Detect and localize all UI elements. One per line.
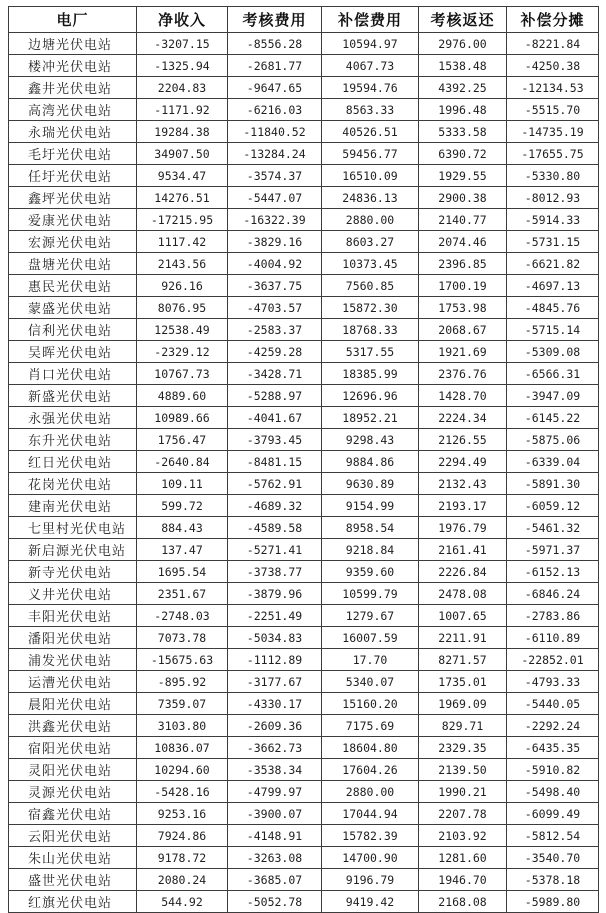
value-cell: -2292.24	[507, 715, 599, 737]
value-cell: 2376.76	[419, 363, 507, 385]
value-cell: 7359.07	[137, 693, 228, 715]
value-cell: 1946.70	[419, 869, 507, 891]
value-cell: -4259.28	[228, 341, 322, 363]
column-header-1: 电厂	[9, 7, 137, 33]
value-cell: -6110.89	[507, 627, 599, 649]
table-row	[9, 781, 599, 803]
value-cell: 829.71	[419, 715, 507, 737]
value-cell: -5309.08	[507, 341, 599, 363]
table-row	[9, 451, 599, 473]
value-cell: 10767.73	[137, 363, 228, 385]
value-cell: 2329.35	[419, 737, 507, 759]
value-cell: -4041.67	[228, 407, 322, 429]
value-cell: 1929.55	[419, 165, 507, 187]
value-cell: -2251.49	[228, 605, 322, 627]
value-cell: -9647.65	[228, 77, 322, 99]
value-cell: 7560.85	[322, 275, 419, 297]
table-row	[9, 627, 599, 649]
value-cell: -5330.80	[507, 165, 599, 187]
value-cell: 2132.43	[419, 473, 507, 495]
table-row	[9, 429, 599, 451]
plant-name-cell: 盛世光伏电站	[9, 869, 137, 891]
value-cell: 5317.55	[322, 341, 419, 363]
header-row	[9, 7, 599, 33]
value-cell: 4889.60	[137, 385, 228, 407]
value-cell: 1279.67	[322, 605, 419, 627]
value-cell: 7175.69	[322, 715, 419, 737]
value-cell: -3540.70	[507, 847, 599, 869]
plant-name-cell: 新寺光伏电站	[9, 561, 137, 583]
plant-name-cell: 吴晖光伏电站	[9, 341, 137, 363]
value-cell: 109.11	[137, 473, 228, 495]
value-cell: 884.43	[137, 517, 228, 539]
value-cell: 8958.54	[322, 517, 419, 539]
value-cell: 2193.17	[419, 495, 507, 517]
value-cell: 2478.08	[419, 583, 507, 605]
value-cell: 19594.76	[322, 77, 419, 99]
value-cell: -22852.01	[507, 649, 599, 671]
value-cell: 4392.25	[419, 77, 507, 99]
value-cell: 9253.16	[137, 803, 228, 825]
table-row	[9, 605, 599, 627]
value-cell: 6390.72	[419, 143, 507, 165]
value-cell: 1428.70	[419, 385, 507, 407]
value-cell: -5034.83	[228, 627, 322, 649]
plant-name-cell: 惠民光伏电站	[9, 275, 137, 297]
value-cell: -6846.24	[507, 583, 599, 605]
value-cell: -5891.30	[507, 473, 599, 495]
plant-name-cell: 灵阳光伏电站	[9, 759, 137, 781]
value-cell: 14276.51	[137, 187, 228, 209]
value-cell: 9298.43	[322, 429, 419, 451]
plant-name-cell: 鑫井光伏电站	[9, 77, 137, 99]
value-cell: -2681.77	[228, 55, 322, 77]
value-cell: -8012.93	[507, 187, 599, 209]
value-cell: -1325.94	[137, 55, 228, 77]
value-cell: 2396.85	[419, 253, 507, 275]
value-cell: 12696.96	[322, 385, 419, 407]
value-cell: 1756.47	[137, 429, 228, 451]
value-cell: 15872.30	[322, 297, 419, 319]
value-cell: 1976.79	[419, 517, 507, 539]
value-cell: -5910.82	[507, 759, 599, 781]
value-cell: 9630.89	[322, 473, 419, 495]
plant-name-cell: 红旗光伏电站	[9, 891, 137, 913]
value-cell: -4793.33	[507, 671, 599, 693]
value-cell: 5340.07	[322, 671, 419, 693]
value-cell: -8556.28	[228, 33, 322, 55]
value-cell: 15160.20	[322, 693, 419, 715]
value-cell: -5731.15	[507, 231, 599, 253]
value-cell: -3428.71	[228, 363, 322, 385]
plant-name-cell: 朱山光伏电站	[9, 847, 137, 869]
plant-name-cell: 毛圩光伏电站	[9, 143, 137, 165]
value-cell: 2140.77	[419, 209, 507, 231]
value-cell: -4845.76	[507, 297, 599, 319]
plant-name-cell: 浦发光伏电站	[9, 649, 137, 671]
plant-name-cell: 楼冲光伏电站	[9, 55, 137, 77]
value-cell: 1117.42	[137, 231, 228, 253]
value-cell: -5971.37	[507, 539, 599, 561]
table-row	[9, 583, 599, 605]
value-cell: -5428.16	[137, 781, 228, 803]
value-cell: 1990.21	[419, 781, 507, 803]
column-header-2: 净收入	[137, 7, 228, 33]
value-cell: -2609.36	[228, 715, 322, 737]
value-cell: -3207.15	[137, 33, 228, 55]
column-header-3: 考核费用	[228, 7, 322, 33]
plant-name-cell: 鑫坪光伏电站	[9, 187, 137, 209]
value-cell: -3263.08	[228, 847, 322, 869]
value-cell: 15782.39	[322, 825, 419, 847]
value-cell: -8221.84	[507, 33, 599, 55]
value-cell: -5378.18	[507, 869, 599, 891]
value-cell: -4004.92	[228, 253, 322, 275]
plant-name-cell: 永瑞光伏电站	[9, 121, 137, 143]
value-cell: -895.92	[137, 671, 228, 693]
value-cell: 9359.60	[322, 561, 419, 583]
table-row	[9, 165, 599, 187]
value-cell: -3637.75	[228, 275, 322, 297]
value-cell: -5461.32	[507, 517, 599, 539]
value-cell: 9218.84	[322, 539, 419, 561]
value-cell: 9419.42	[322, 891, 419, 913]
value-cell: 18952.21	[322, 407, 419, 429]
value-cell: -4148.91	[228, 825, 322, 847]
value-cell: 2226.84	[419, 561, 507, 583]
value-cell: 9154.99	[322, 495, 419, 517]
value-cell: -3738.77	[228, 561, 322, 583]
value-cell: -17215.95	[137, 209, 228, 231]
value-cell: -6566.31	[507, 363, 599, 385]
value-cell: 7924.86	[137, 825, 228, 847]
value-cell: 16007.59	[322, 627, 419, 649]
value-cell: -3538.34	[228, 759, 322, 781]
value-cell: 2168.08	[419, 891, 507, 913]
value-cell: 14700.90	[322, 847, 419, 869]
value-cell: 1281.60	[419, 847, 507, 869]
value-cell: -15675.63	[137, 649, 228, 671]
value-cell: -3177.67	[228, 671, 322, 693]
value-cell: 7073.78	[137, 627, 228, 649]
value-cell: -4697.13	[507, 275, 599, 297]
value-cell: 2139.50	[419, 759, 507, 781]
value-cell: -1112.89	[228, 649, 322, 671]
value-cell: -8481.15	[228, 451, 322, 473]
value-cell: 2080.24	[137, 869, 228, 891]
table-row	[9, 363, 599, 385]
value-cell: 9534.47	[137, 165, 228, 187]
plant-name-cell: 信利光伏电站	[9, 319, 137, 341]
table-row	[9, 473, 599, 495]
value-cell: 12538.49	[137, 319, 228, 341]
value-cell: 16510.09	[322, 165, 419, 187]
plant-name-cell: 红日光伏电站	[9, 451, 137, 473]
plant-name-cell: 边塘光伏电站	[9, 33, 137, 55]
plant-name-cell: 新盛光伏电站	[9, 385, 137, 407]
value-cell: -5989.80	[507, 891, 599, 913]
plant-name-cell: 宿鑫光伏电站	[9, 803, 137, 825]
value-cell: 2103.92	[419, 825, 507, 847]
plant-name-cell: 永强光伏电站	[9, 407, 137, 429]
value-cell: 1753.98	[419, 297, 507, 319]
table-row	[9, 539, 599, 561]
value-cell: 3103.80	[137, 715, 228, 737]
value-cell: -3947.09	[507, 385, 599, 407]
table-row	[9, 143, 599, 165]
value-cell: -6621.82	[507, 253, 599, 275]
table-row	[9, 759, 599, 781]
table-row	[9, 385, 599, 407]
value-cell: -11840.52	[228, 121, 322, 143]
value-cell: -5812.54	[507, 825, 599, 847]
value-cell: -5052.78	[228, 891, 322, 913]
value-cell: -3685.07	[228, 869, 322, 891]
value-cell: -3793.45	[228, 429, 322, 451]
value-cell: -4703.57	[228, 297, 322, 319]
value-cell: -6216.03	[228, 99, 322, 121]
value-cell: 34907.50	[137, 143, 228, 165]
plant-name-cell: 爱康光伏电站	[9, 209, 137, 231]
value-cell: -2748.03	[137, 605, 228, 627]
column-header-6: 补偿分摊	[507, 7, 599, 33]
plant-name-cell: 灵源光伏电站	[9, 781, 137, 803]
value-cell: 10599.79	[322, 583, 419, 605]
value-cell: -2640.84	[137, 451, 228, 473]
value-cell: 8563.33	[322, 99, 419, 121]
value-cell: 10294.60	[137, 759, 228, 781]
table-row	[9, 869, 599, 891]
value-cell: -5288.97	[228, 385, 322, 407]
value-cell: 9178.72	[137, 847, 228, 869]
value-cell: 8076.95	[137, 297, 228, 319]
value-cell: 544.92	[137, 891, 228, 913]
plant-name-cell: 运漕光伏电站	[9, 671, 137, 693]
table-row	[9, 253, 599, 275]
value-cell: -5447.07	[228, 187, 322, 209]
value-cell: -5914.33	[507, 209, 599, 231]
value-cell: 17604.26	[322, 759, 419, 781]
value-cell: -12134.53	[507, 77, 599, 99]
table-row	[9, 55, 599, 77]
table-row	[9, 737, 599, 759]
table-row	[9, 891, 599, 913]
value-cell: 8271.57	[419, 649, 507, 671]
power-plant-settlement-table	[8, 6, 599, 913]
plant-name-cell: 盘塘光伏电站	[9, 253, 137, 275]
value-cell: 2074.46	[419, 231, 507, 253]
value-cell: 2294.49	[419, 451, 507, 473]
value-cell: -4330.17	[228, 693, 322, 715]
value-cell: 17044.94	[322, 803, 419, 825]
table-row	[9, 275, 599, 297]
value-cell: 2207.78	[419, 803, 507, 825]
plant-name-cell: 花岗光伏电站	[9, 473, 137, 495]
plant-name-cell: 晨阳光伏电站	[9, 693, 137, 715]
table-row	[9, 517, 599, 539]
value-cell: 40526.51	[322, 121, 419, 143]
value-cell: 1700.19	[419, 275, 507, 297]
value-cell: -3662.73	[228, 737, 322, 759]
value-cell: 2143.56	[137, 253, 228, 275]
value-cell: -6145.22	[507, 407, 599, 429]
value-cell: 10836.07	[137, 737, 228, 759]
value-cell: 2880.00	[322, 781, 419, 803]
value-cell: 1969.09	[419, 693, 507, 715]
value-cell: 19284.38	[137, 121, 228, 143]
plant-name-cell: 建南光伏电站	[9, 495, 137, 517]
plant-name-cell: 肖口光伏电站	[9, 363, 137, 385]
plant-name-cell: 宏源光伏电站	[9, 231, 137, 253]
value-cell: 2211.91	[419, 627, 507, 649]
value-cell: 10594.97	[322, 33, 419, 55]
value-cell: -5271.41	[228, 539, 322, 561]
value-cell: 18768.33	[322, 319, 419, 341]
plant-name-cell: 东升光伏电站	[9, 429, 137, 451]
table-row	[9, 297, 599, 319]
column-header-5: 考核返还	[419, 7, 507, 33]
value-cell: 1921.69	[419, 341, 507, 363]
value-cell: 17.70	[322, 649, 419, 671]
table-row	[9, 121, 599, 143]
plant-name-cell: 新启源光伏电站	[9, 539, 137, 561]
table-row	[9, 847, 599, 869]
value-cell: -6339.04	[507, 451, 599, 473]
plant-name-cell: 高湾光伏电站	[9, 99, 137, 121]
value-cell: -6099.49	[507, 803, 599, 825]
value-cell: -13284.24	[228, 143, 322, 165]
value-cell: -2783.86	[507, 605, 599, 627]
value-cell: -4250.38	[507, 55, 599, 77]
value-cell: 2224.34	[419, 407, 507, 429]
value-cell: 1007.65	[419, 605, 507, 627]
table-row	[9, 495, 599, 517]
table-row	[9, 671, 599, 693]
value-cell: 2068.67	[419, 319, 507, 341]
table-row	[9, 187, 599, 209]
plant-name-cell: 七里村光伏电站	[9, 517, 137, 539]
value-cell: -5875.06	[507, 429, 599, 451]
table-row	[9, 693, 599, 715]
value-cell: 1695.54	[137, 561, 228, 583]
plant-name-cell: 任圩光伏电站	[9, 165, 137, 187]
value-cell: -17655.75	[507, 143, 599, 165]
value-cell: -4689.32	[228, 495, 322, 517]
table-row	[9, 231, 599, 253]
value-cell: 2161.41	[419, 539, 507, 561]
table-row	[9, 99, 599, 121]
value-cell: 8603.27	[322, 231, 419, 253]
value-cell: 10989.66	[137, 407, 228, 429]
value-cell: 926.16	[137, 275, 228, 297]
table-row	[9, 209, 599, 231]
table-body	[9, 33, 599, 913]
plant-name-cell: 潘阳光伏电站	[9, 627, 137, 649]
value-cell: -16322.39	[228, 209, 322, 231]
value-cell: 59456.77	[322, 143, 419, 165]
value-cell: 1538.48	[419, 55, 507, 77]
value-cell: 2126.55	[419, 429, 507, 451]
value-cell: -5515.70	[507, 99, 599, 121]
value-cell: 137.47	[137, 539, 228, 561]
value-cell: 10373.45	[322, 253, 419, 275]
value-cell: 5333.58	[419, 121, 507, 143]
value-cell: -6152.13	[507, 561, 599, 583]
value-cell: -6059.12	[507, 495, 599, 517]
value-cell: 24836.13	[322, 187, 419, 209]
table-row	[9, 341, 599, 363]
table-row	[9, 803, 599, 825]
value-cell: -5498.40	[507, 781, 599, 803]
value-cell: 4067.73	[322, 55, 419, 77]
table-row	[9, 77, 599, 99]
plant-name-cell: 宿阳光伏电站	[9, 737, 137, 759]
value-cell: -3879.96	[228, 583, 322, 605]
table-row	[9, 33, 599, 55]
table-row	[9, 561, 599, 583]
table-row	[9, 407, 599, 429]
plant-name-cell: 义井光伏电站	[9, 583, 137, 605]
value-cell: 18385.99	[322, 363, 419, 385]
value-cell: -1171.92	[137, 99, 228, 121]
value-cell: -2583.37	[228, 319, 322, 341]
value-cell: -4589.58	[228, 517, 322, 539]
value-cell: 1996.48	[419, 99, 507, 121]
value-cell: -5762.91	[228, 473, 322, 495]
value-cell: -3829.16	[228, 231, 322, 253]
value-cell: 9196.79	[322, 869, 419, 891]
value-cell: 9884.86	[322, 451, 419, 473]
plant-name-cell: 蒙盛光伏电站	[9, 297, 137, 319]
table-row	[9, 649, 599, 671]
value-cell: -4799.97	[228, 781, 322, 803]
value-cell: 2204.83	[137, 77, 228, 99]
value-cell: 2976.00	[419, 33, 507, 55]
value-cell: 599.72	[137, 495, 228, 517]
table-row	[9, 319, 599, 341]
value-cell: 2900.38	[419, 187, 507, 209]
value-cell: -3574.37	[228, 165, 322, 187]
plant-name-cell: 洪鑫光伏电站	[9, 715, 137, 737]
value-cell: -14735.19	[507, 121, 599, 143]
value-cell: 2880.00	[322, 209, 419, 231]
column-header-4: 补偿费用	[322, 7, 419, 33]
table-row	[9, 825, 599, 847]
plant-name-cell: 丰阳光伏电站	[9, 605, 137, 627]
value-cell: -5440.05	[507, 693, 599, 715]
value-cell: -3900.07	[228, 803, 322, 825]
table-row	[9, 715, 599, 737]
value-cell: -6435.35	[507, 737, 599, 759]
plant-name-cell: 云阳光伏电站	[9, 825, 137, 847]
value-cell: 2351.67	[137, 583, 228, 605]
value-cell: -5715.14	[507, 319, 599, 341]
value-cell: 1735.01	[419, 671, 507, 693]
value-cell: -2329.12	[137, 341, 228, 363]
value-cell: 18604.80	[322, 737, 419, 759]
